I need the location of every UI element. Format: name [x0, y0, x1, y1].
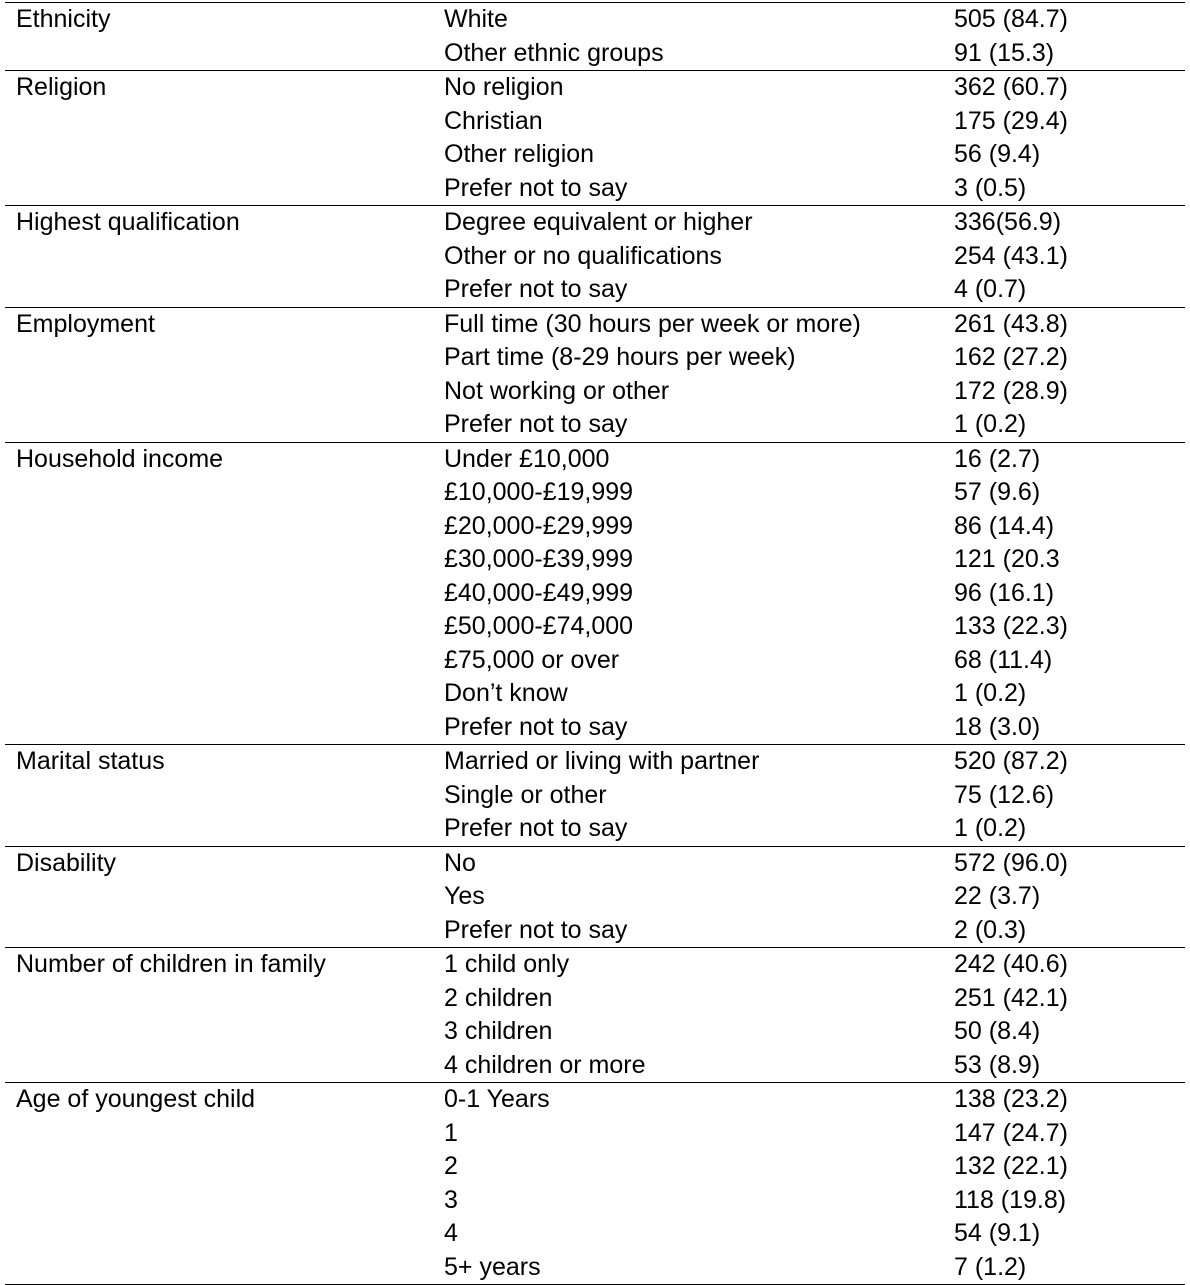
subcategory-cell: 4 children or more [444, 1050, 646, 1079]
subcategory-cell: £10,000-£19,999 [444, 478, 634, 506]
subcategory-cell: Prefer not to say [444, 173, 628, 202]
category-cell [5, 914, 433, 948]
category-cell: Household income [16, 444, 224, 473]
category-cell: Number of children in family [16, 950, 326, 978]
value-cell: 54 (9.1) [954, 1219, 1041, 1247]
category-cell [5, 476, 433, 510]
value-cell: 2 (0.3) [954, 915, 1027, 944]
category-cell [5, 677, 433, 711]
category-cell [5, 711, 433, 745]
table-group [5, 1083, 1185, 1285]
table-row [5, 138, 1185, 172]
category-cell [5, 610, 433, 644]
subcategory-cell: £30,000-£39,999 [444, 545, 634, 573]
subcategory-cell: Prefer not to say [444, 712, 628, 741]
table-row [5, 711, 1185, 745]
table-row [5, 577, 1185, 611]
value-cell: 251 (42.1) [954, 983, 1068, 1012]
value-cell: 254 (43.1) [954, 241, 1068, 270]
category-cell [5, 880, 433, 914]
table-row [5, 408, 1185, 442]
table-row [5, 273, 1185, 307]
category-cell [5, 105, 433, 139]
table-row [5, 341, 1185, 375]
table-row [5, 1083, 1185, 1117]
subcategory-cell: 2 children [444, 983, 553, 1012]
table-row [5, 37, 1185, 71]
category-cell [5, 779, 433, 813]
table-row [5, 308, 1185, 342]
table-row [5, 812, 1185, 846]
value-cell: 22 (3.7) [954, 882, 1041, 910]
value-cell: 132 (22.1) [954, 1152, 1068, 1180]
subcategory-cell: Don’t know [444, 679, 568, 707]
category-cell: Religion [16, 73, 107, 101]
subcategory-cell: 4 [444, 1219, 458, 1247]
category-cell [5, 1117, 433, 1151]
category-cell: Disability [16, 848, 117, 877]
table-row [5, 476, 1185, 510]
category-cell: Ethnicity [16, 5, 111, 33]
category-cell: Highest qualification [16, 208, 240, 236]
category-cell [5, 1184, 433, 1218]
subcategory-cell: Other ethnic groups [444, 38, 664, 67]
category-cell [5, 341, 433, 375]
subcategory-cell: Part time (8-29 hours per week) [444, 343, 796, 371]
subcategory-cell: Yes [444, 882, 485, 910]
subcategory-cell: Christian [444, 106, 543, 135]
table-row [5, 240, 1185, 274]
subcategory-cell: £75,000 or over [444, 645, 620, 674]
table-row [5, 745, 1185, 779]
table-row [5, 543, 1185, 577]
table-row [5, 1015, 1185, 1049]
table-row [5, 206, 1185, 240]
value-cell: 162 (27.2) [954, 343, 1068, 371]
value-cell: 572 (96.0) [954, 848, 1068, 877]
subcategory-cell: Under £10,000 [444, 444, 610, 473]
table-row [5, 105, 1185, 139]
table-row [5, 375, 1185, 409]
subcategory-cell: 3 [444, 1185, 458, 1214]
value-cell: 1 (0.2) [954, 814, 1027, 842]
value-cell: 7 (1.2) [954, 1252, 1027, 1281]
category-cell [5, 543, 433, 577]
subcategory-cell: Full time (30 hours per week or more) [444, 309, 861, 338]
value-cell: 53 (8.9) [954, 1050, 1041, 1079]
category-cell [5, 375, 433, 409]
table-row [5, 443, 1185, 477]
subcategory-cell: Prefer not to say [444, 275, 628, 303]
table-row [5, 3, 1185, 37]
subcategory-cell: £40,000-£49,999 [444, 578, 634, 607]
subcategory-cell: No religion [444, 73, 564, 101]
table-row [5, 982, 1185, 1016]
category-cell [5, 240, 433, 274]
value-cell: 147 (24.7) [954, 1118, 1068, 1147]
table-row [5, 510, 1185, 544]
category-cell [5, 273, 433, 307]
subcategory-cell: Married or living with partner [444, 747, 760, 775]
table-group [5, 443, 1185, 746]
value-cell: 133 (22.3) [954, 612, 1068, 640]
table-group [5, 3, 1185, 71]
category-cell [5, 37, 433, 71]
value-cell: 3 (0.5) [954, 173, 1027, 202]
table-row [5, 1217, 1185, 1251]
table-row [5, 644, 1185, 678]
subcategory-cell: £50,000-£74,000 [444, 612, 634, 640]
subcategory-cell: 5+ years [444, 1252, 541, 1281]
subcategory-cell: Degree equivalent or higher [444, 208, 753, 236]
subcategory-cell: Not working or other [444, 376, 670, 405]
subcategory-cell: 3 children [444, 1017, 553, 1045]
value-cell: 4 (0.7) [954, 275, 1027, 303]
value-cell: 138 (23.2) [954, 1085, 1068, 1113]
category-cell [5, 1150, 433, 1184]
table-row [5, 847, 1185, 881]
category-cell [5, 172, 433, 206]
value-cell: 362 (60.7) [954, 73, 1068, 101]
subcategory-cell: White [444, 5, 508, 33]
category-cell [5, 982, 433, 1016]
category-cell: Age of youngest child [16, 1085, 256, 1113]
value-cell: 57 (9.6) [954, 478, 1041, 506]
table-row [5, 172, 1185, 206]
table-group [5, 206, 1185, 308]
value-cell: 505 (84.7) [954, 5, 1068, 33]
value-cell: 261 (43.8) [954, 309, 1068, 338]
category-cell [5, 1015, 433, 1049]
subcategory-cell: 2 [444, 1152, 458, 1180]
table-row [5, 1049, 1185, 1083]
subcategory-cell: Prefer not to say [444, 915, 628, 944]
value-cell: 121 (20.3 [954, 545, 1060, 573]
table-row [5, 779, 1185, 813]
category-cell [5, 138, 433, 172]
subcategory-cell: 0-1 Years [444, 1085, 550, 1113]
value-cell: 18 (3.0) [954, 712, 1041, 741]
demographics-table [5, 2, 1185, 1285]
table-group [5, 847, 1185, 949]
value-cell: 1 (0.2) [954, 410, 1027, 438]
subcategory-cell: Prefer not to say [444, 814, 628, 842]
table-group [5, 745, 1185, 847]
table-row [5, 677, 1185, 711]
table-row [5, 1184, 1185, 1218]
category-cell: Employment [16, 309, 155, 338]
value-cell: 172 (28.9) [954, 376, 1068, 405]
table-group [5, 308, 1185, 443]
table-row [5, 1117, 1185, 1151]
subcategory-cell: Single or other [444, 780, 607, 809]
value-cell: 1 (0.2) [954, 679, 1027, 707]
value-cell: 56 (9.4) [954, 140, 1041, 168]
category-cell: Marital status [16, 747, 165, 775]
value-cell: 175 (29.4) [954, 106, 1068, 135]
value-cell: 16 (2.7) [954, 444, 1041, 473]
value-cell: 50 (8.4) [954, 1017, 1041, 1045]
value-cell: 242 (40.6) [954, 950, 1068, 978]
subcategory-cell: No [444, 848, 476, 877]
value-cell: 68 (11.4) [954, 645, 1053, 674]
category-cell [5, 408, 433, 442]
subcategory-cell: 1 child only [444, 950, 570, 978]
category-cell [5, 644, 433, 678]
table-group [5, 71, 1185, 206]
table-row [5, 948, 1185, 982]
value-cell: 75 (12.6) [954, 780, 1055, 809]
table-row [5, 1251, 1185, 1285]
table-row [5, 880, 1185, 914]
subcategory-cell: Other or no qualifications [444, 241, 722, 270]
value-cell: 91 (15.3) [954, 38, 1055, 67]
category-cell [5, 1049, 433, 1083]
table-row [5, 610, 1185, 644]
table-group [5, 948, 1185, 1083]
value-cell: 520 (87.2) [954, 747, 1068, 775]
subcategory-cell: 1 [444, 1118, 458, 1147]
category-cell [5, 577, 433, 611]
subcategory-cell: Other religion [444, 140, 595, 168]
category-cell [5, 1251, 433, 1285]
category-cell [5, 1217, 433, 1251]
value-cell: 96 (16.1) [954, 578, 1055, 607]
value-cell: 86 (14.4) [954, 511, 1055, 540]
table-row [5, 71, 1185, 105]
subcategory-cell: Prefer not to say [444, 410, 628, 438]
category-cell [5, 812, 433, 846]
category-cell [5, 510, 433, 544]
value-cell: 118 (19.8) [954, 1185, 1067, 1214]
table-row [5, 1150, 1185, 1184]
value-cell: 336(56.9) [954, 208, 1062, 236]
subcategory-cell: £20,000-£29,999 [444, 511, 634, 540]
table-row [5, 914, 1185, 948]
